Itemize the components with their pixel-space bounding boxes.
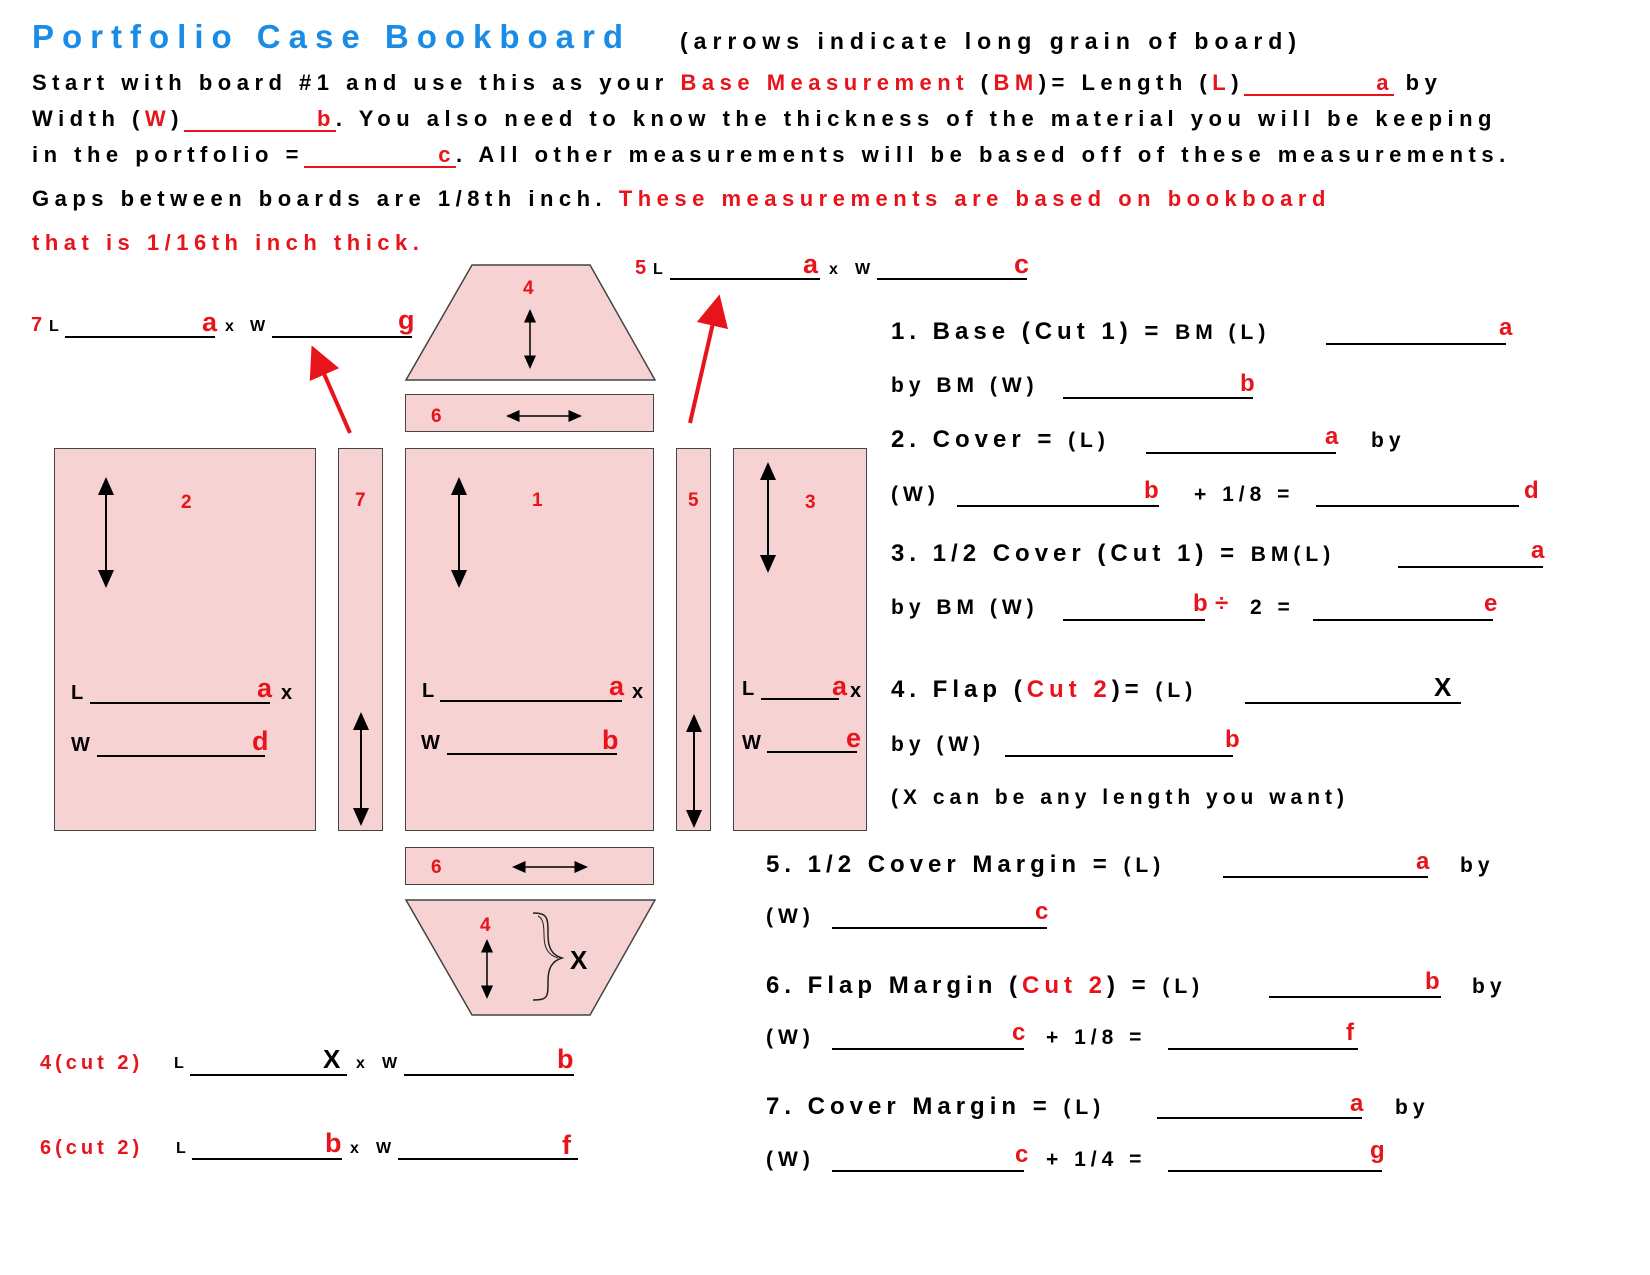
board-1-length-value: a bbox=[609, 671, 625, 701]
step-6-length-value: b bbox=[1425, 968, 1440, 995]
intro-text: Width ( bbox=[32, 106, 145, 131]
step-5-by: by bbox=[1460, 854, 1495, 877]
board-1-width-blank[interactable] bbox=[447, 753, 617, 755]
board-number-4-bottom: 4 bbox=[480, 915, 491, 936]
label-6-length-blank[interactable] bbox=[192, 1158, 342, 1160]
length-abbrev: L bbox=[1212, 70, 1232, 95]
board-3-length-value: a bbox=[832, 671, 848, 701]
step-6-plus: + 1/8 = bbox=[1046, 1026, 1147, 1049]
step-3-title: 3. 1/2 Cover (Cut 1) = BM(L) bbox=[891, 540, 1336, 567]
step-7-w-label: (W) bbox=[766, 1148, 815, 1171]
board-3-length-blank[interactable] bbox=[761, 698, 839, 700]
step-7-length-value: a bbox=[1350, 1090, 1364, 1117]
board-1-l-label: L bbox=[422, 680, 435, 702]
step-1-length-blank[interactable] bbox=[1326, 343, 1506, 345]
board-4-bottom-flap bbox=[406, 900, 655, 1015]
label-7-l: L bbox=[49, 318, 59, 335]
label-4-width-blank[interactable] bbox=[404, 1074, 574, 1076]
step-1-width-label: by BM (W) bbox=[891, 374, 1039, 397]
step-6-width-blank[interactable] bbox=[832, 1048, 1024, 1050]
step-2-result-blank[interactable] bbox=[1316, 505, 1519, 507]
label-5-l: L bbox=[653, 261, 663, 278]
step-6-title: 6. Flap Margin (Cut 2) = (L) bbox=[766, 972, 1205, 999]
step-5-length-blank[interactable] bbox=[1223, 876, 1428, 878]
label-4-l: L bbox=[174, 1055, 184, 1072]
label-6-width-blank[interactable] bbox=[398, 1158, 578, 1160]
times-sign: x bbox=[225, 318, 234, 335]
board-number-4-top: 4 bbox=[523, 278, 534, 299]
bookboard-note: These measurements are based on bookboard bbox=[618, 186, 1331, 211]
intro-line-5: that is 1/16th inch thick. bbox=[32, 230, 425, 255]
board-3-width-blank[interactable] bbox=[767, 751, 857, 753]
step-7-width-value: c bbox=[1015, 1141, 1029, 1168]
board-2-w-label: W bbox=[71, 734, 90, 756]
board-3-width-value: e bbox=[846, 723, 862, 753]
board-number-6-top: 6 bbox=[431, 406, 442, 427]
step-6-length-blank[interactable] bbox=[1269, 996, 1441, 998]
step-4-length-blank[interactable] bbox=[1245, 702, 1461, 704]
step-3-width-blank[interactable] bbox=[1063, 619, 1205, 621]
step-1-width-value: b bbox=[1240, 370, 1255, 397]
step-1-title: 1. Base (Cut 1) = BM (L) bbox=[891, 318, 1271, 345]
step-3-divisor: 2 = bbox=[1250, 596, 1295, 619]
step-6-result-value: f bbox=[1346, 1019, 1354, 1046]
width-abbrev: W bbox=[144, 106, 172, 131]
intro-text: . All other measurements will be based off of these measurements. bbox=[455, 142, 1511, 167]
step-2-by: by bbox=[1371, 429, 1406, 452]
times-sign: x bbox=[281, 682, 293, 704]
label-4-width-value: b bbox=[557, 1044, 574, 1074]
step-1-length-value: a bbox=[1499, 314, 1513, 341]
step-5-title: 5. 1/2 Cover Margin = (L) bbox=[766, 851, 1166, 878]
step-2-length-value: a bbox=[1325, 423, 1339, 450]
pointer-arrow-7 bbox=[318, 360, 350, 433]
step-7-width-blank[interactable] bbox=[832, 1170, 1024, 1172]
board-2-l-label: L bbox=[71, 682, 84, 704]
step-3-result-blank[interactable] bbox=[1313, 619, 1493, 621]
page-subtitle: (arrows indicate long grain of board) bbox=[680, 28, 1302, 54]
step-1-width-blank[interactable] bbox=[1063, 397, 1253, 399]
page-title: Portfolio Case Bookboard bbox=[32, 18, 632, 55]
step-6-by: by bbox=[1472, 975, 1507, 998]
step-5-width-value: c bbox=[1035, 898, 1049, 925]
intro-text: )= Length ( bbox=[1038, 70, 1213, 95]
label-5-w: W bbox=[855, 261, 871, 278]
step-3-length-value: a bbox=[1531, 537, 1545, 564]
step-3-width-value: b bbox=[1193, 590, 1208, 617]
thickness-blank[interactable]: c bbox=[304, 142, 456, 168]
board-1-w-label: W bbox=[421, 732, 440, 754]
label-4-length-value: X bbox=[323, 1044, 341, 1074]
step-2-width-value: b bbox=[1144, 477, 1159, 504]
intro-text: Gaps between boards are 1/8th inch. bbox=[32, 186, 619, 211]
width-blank[interactable]: b bbox=[184, 106, 336, 132]
step-2-width-blank[interactable] bbox=[957, 505, 1159, 507]
step-4-note: (X can be any length you want) bbox=[891, 786, 1350, 809]
label-7-number: 7 bbox=[31, 314, 43, 336]
step-7-plus: + 1/4 = bbox=[1046, 1148, 1147, 1171]
intro-text: in the portfolio = bbox=[32, 142, 304, 167]
label-5-length-blank[interactable] bbox=[670, 278, 820, 280]
label-5-width-value: c bbox=[1014, 249, 1030, 279]
times-sign: x bbox=[356, 1055, 365, 1072]
board-number-6-bottom: 6 bbox=[431, 857, 442, 878]
intro-text: Start with board #1 and use this as your bbox=[32, 70, 681, 95]
step-4-length-value: X bbox=[1434, 672, 1452, 702]
step-3-width-label: by BM (W) bbox=[891, 596, 1039, 619]
step-7-title: 7. Cover Margin = (L) bbox=[766, 1093, 1106, 1120]
label-6-number: 6(cut 2) bbox=[40, 1137, 144, 1159]
length-blank[interactable]: a bbox=[1244, 70, 1394, 96]
step-2-length-blank[interactable] bbox=[1146, 452, 1336, 454]
flap-length-label: X bbox=[570, 945, 588, 975]
board-2-length-value: a bbox=[257, 673, 273, 703]
times-sign: x bbox=[850, 680, 862, 702]
label-5-width-blank[interactable] bbox=[877, 278, 1027, 280]
label-6-l: L bbox=[176, 1140, 186, 1157]
board-number-2: 2 bbox=[181, 492, 192, 513]
label-4-number: 4(cut 2) bbox=[40, 1052, 144, 1074]
label-6-length-value: b bbox=[325, 1128, 342, 1158]
bm-abbrev: BM bbox=[993, 70, 1039, 95]
label-5-number: 5 bbox=[635, 257, 647, 279]
intro-text: ) bbox=[1231, 70, 1245, 95]
step-4-title: 4. Flap (Cut 2)= (L) bbox=[891, 676, 1198, 703]
times-sign: x bbox=[829, 261, 838, 278]
step-6-w-label: (W) bbox=[766, 1026, 815, 1049]
base-measurement-term: Base Measurement bbox=[680, 70, 970, 95]
board-3-w-label: W bbox=[742, 732, 761, 754]
board-1-length-blank[interactable] bbox=[440, 700, 622, 702]
board-1-width-value: b bbox=[602, 725, 619, 755]
times-sign: x bbox=[350, 1140, 359, 1157]
step-7-result-blank[interactable] bbox=[1168, 1170, 1382, 1172]
label-6-w: W bbox=[376, 1140, 392, 1157]
step-2-w-label: (W) bbox=[891, 483, 940, 506]
intro-text: by bbox=[1394, 70, 1443, 95]
step-7-result-value: g bbox=[1370, 1137, 1385, 1164]
board-3-l-label: L bbox=[742, 678, 755, 700]
pointer-arrow-5 bbox=[690, 310, 716, 423]
label-5-length-value: a bbox=[803, 249, 819, 279]
board-2-width-blank[interactable] bbox=[97, 755, 265, 757]
step-5-length-value: a bbox=[1416, 848, 1430, 875]
label-7-length-blank[interactable] bbox=[65, 336, 215, 338]
divide-sign: ÷ bbox=[1215, 590, 1229, 617]
label-7-width-value: g bbox=[398, 305, 415, 335]
intro-text: ) bbox=[171, 106, 184, 131]
step-5-width-blank[interactable] bbox=[832, 927, 1047, 929]
times-sign: x bbox=[632, 681, 644, 703]
board-number-5: 5 bbox=[688, 490, 699, 511]
board-number-3: 3 bbox=[805, 492, 816, 513]
board-number-7: 7 bbox=[355, 490, 366, 511]
step-5-w-label: (W) bbox=[766, 905, 815, 928]
intro-text: ( bbox=[969, 70, 994, 95]
label-6-width-value: f bbox=[562, 1130, 571, 1160]
label-4-w: W bbox=[382, 1055, 398, 1072]
step-6-width-value: c bbox=[1012, 1019, 1026, 1046]
step-7-by: by bbox=[1395, 1096, 1430, 1119]
step-2-title: 2. Cover = (L) bbox=[891, 426, 1110, 453]
step-3-length-blank[interactable] bbox=[1398, 566, 1543, 568]
step-3-result-value: e bbox=[1484, 590, 1498, 617]
label-7-w: W bbox=[250, 318, 266, 335]
intro-text: . You also need to know the thickness of the material you will be keeping bbox=[335, 106, 1497, 131]
board-2-length-blank[interactable] bbox=[90, 702, 270, 704]
label-7-width-blank[interactable] bbox=[272, 336, 412, 338]
label-7-length-value: a bbox=[202, 307, 218, 337]
step-4-width-value: b bbox=[1225, 726, 1240, 753]
board-number-1: 1 bbox=[532, 490, 543, 511]
step-2-result-value: d bbox=[1524, 477, 1539, 504]
step-4-width-blank[interactable] bbox=[1005, 755, 1233, 757]
step-4-width-label: by (W) bbox=[891, 733, 986, 756]
step-7-length-blank[interactable] bbox=[1157, 1117, 1362, 1119]
step-2-plus: + 1/8 = bbox=[1194, 483, 1295, 506]
step-6-result-blank[interactable] bbox=[1168, 1048, 1358, 1050]
board-2-width-value: d bbox=[252, 726, 269, 756]
